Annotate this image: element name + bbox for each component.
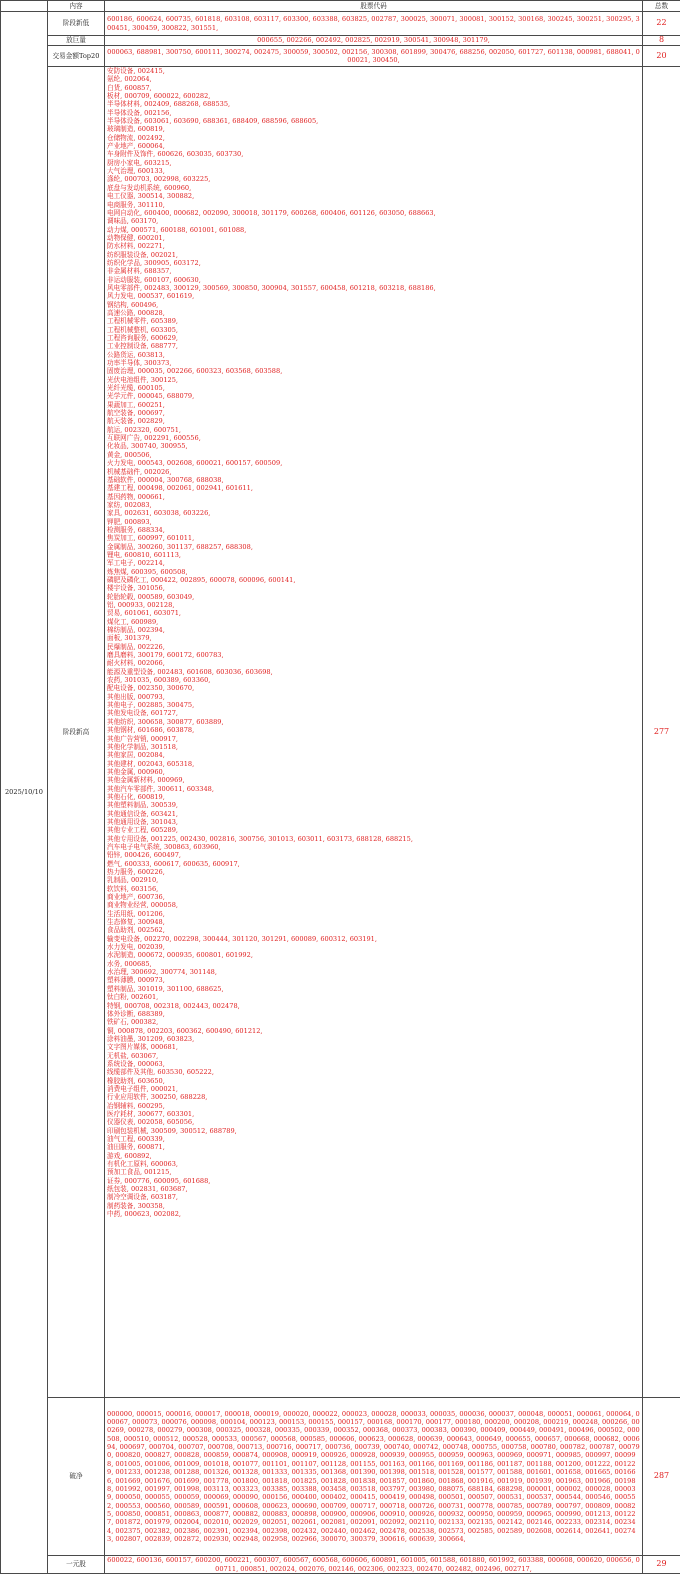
sector-line: 能源及重型设备, 002483, 601608, 603036, 603698, [107,668,640,676]
sector-line: 油气工程, 600339, [107,1135,640,1143]
sector-line: 煤化工, 600989, [107,618,640,626]
sector-line: 面板, 301379, [107,634,640,642]
row-total: 20 [643,46,680,67]
sector-line: 非金属材料, 688357, [107,267,640,275]
sector-line: 其他通用设备, 301043, [107,818,640,826]
row-label: 破净 [48,1398,105,1556]
sector-line: 工程咨询服务, 600629, [107,334,640,342]
sector-line: 生活用纸, 001206, [107,910,640,918]
sector-line: 系统设备, 000063, [107,1060,640,1068]
sector-line: 航天装备, 002829, [107,417,640,425]
sector-line: 火力发电, 000543, 002608, 600021, 600157, 600509, [107,459,640,467]
sector-list [105,67,643,1398]
sector-line: 软饮料, 603156, [107,885,640,893]
stock-codes: 600022, 600136, 600157, 600200, 600221, 600307, 600567, 600568, 600606, 600891, 601005, 601588, 601880, 601992, 603388, 000608, 000620, 000656, 000711, 000851, 002024, 002076, 002146, 002306, 002323, 002470, 002482, 002496, 002717, [105,1556,643,1574]
sector-line: 轮胎轮毂, 000589, 603049, [107,593,640,601]
sector-line: 半导体材料, 002409, 688268, 688535, [107,100,640,108]
sector-line: 固废治理, 000035, 002266, 600323, 603568, 603588, [107,367,640,375]
sector-line: 商业物业经营, 000058, [107,901,640,909]
sector-line: 其他纺织, 300658, 300877, 603889, [107,718,640,726]
sector-line: 工业控制设备, 688777, [107,342,640,350]
table-row [1,1556,680,1574]
sector-line: 厨房小家电, 603215, [107,159,640,167]
sector-line: 其他专业工程, 605289, [107,826,640,834]
sector-line: 玻璃制造, 600819, [107,125,640,133]
sector-line: 医疗耗材, 300677, 603301, [107,1110,640,1118]
sector-line: 水泥制造, 000672, 000935, 600801, 601992, [107,951,640,959]
sector-line: 非运动服装, 600107, 600630, [107,276,640,284]
sector-line: 功率半导体, 300373, [107,359,640,367]
sector-line: 油田服务, 600871, [107,1143,640,1151]
sector-line: 黄金, 000506, [107,451,640,459]
sector-line: 钾肥, 000893, [107,518,640,526]
sector-line: 特钢, 000708, 002318, 002443, 002478, [107,1002,640,1010]
sector-line: 铅锌, 000426, 600497, [107,851,640,859]
stock-codes: 000655, 002266, 002492, 002825, 002919, 300541, 300948, 301179, [105,36,643,46]
sector-line: 氨纶, 002064, [107,75,640,83]
sector-line: 风电零部件, 002483, 300129, 300569, 300850, 300904, 301557, 600458, 601218, 603218, 688186, [107,284,640,292]
sector-line: 商业地产, 600736, [107,893,640,901]
sector-line: 其他钢材, 601686, 603878, [107,726,640,734]
row-label: 交易金额Top20 [48,46,105,67]
sector-line: 家纺, 002083, [107,501,640,509]
sector-line: 其他家居, 002084, [107,751,640,759]
sector-lines [107,67,640,1397]
sector-line: 其他金属新材料, 000969, [107,776,640,784]
sector-line: 金属制品, 300260, 301137, 688257, 688308, [107,543,640,551]
sector-line: 机械基础件, 002026, [107,468,640,476]
sector-line: 安防设备, 002415, [107,67,640,75]
sector-line: 基础软件, 000004, 300768, 688038, [107,476,640,484]
sector-line: 文字图片媒体, 000681, [107,1043,640,1051]
sector-line: 食品助剂, 002562, [107,926,640,934]
sector-line: 其他发电设备, 601727, [107,709,640,717]
sector-line: 仓储物流, 002492, [107,134,640,142]
sector-line: 铁矿石, 000382, [107,1018,640,1026]
sector-line: 半导体设备, 002156, [107,109,640,117]
table-row [1,67,680,1398]
sector-line: 铜, 000878, 002203, 600362, 600490, 601212, [107,1027,640,1035]
sector-line: 汽车电子电气系统, 300863, 603960, [107,843,640,851]
sector-line: 农药, 301035, 600389, 603360, [107,676,640,684]
sector-line: 风力发电, 000537, 601619, [107,292,640,300]
header-content: 内容 [48,1,105,12]
sector-line: 电网自动化, 600400, 000682, 002090, 300018, 301179, 600268, 600406, 601126, 603050, 688663, [107,209,640,217]
sector-line: 其他专用设备, 001225, 002430, 002816, 300756, 301013, 603011, 603173, 688128, 688215, [107,835,640,843]
sector-line: 水务, 000685, [107,960,640,968]
sector-line: 乳制品, 002910, [107,876,640,884]
sector-line: 炼焦煤, 600395, 600508, [107,568,640,576]
header-date-column [1,1,48,12]
sector-line: 焦炭加工, 600997, 601011, [107,534,640,542]
sector-line: 钢结构, 600496, [107,301,640,309]
sector-line: 其他电子, 002885, 300475, [107,701,640,709]
sector-line: 公路货运, 603813, [107,351,640,359]
sector-line: 冶钢辅料, 600295, [107,1102,640,1110]
sector-line: 制冷空调设备, 603187, [107,1193,640,1201]
sector-line: 铝, 000933, 002128, [107,601,640,609]
sector-line: 其他汽车零部件, 300611, 603348, [107,785,640,793]
sector-line: 动力煤, 000571, 600188, 601001, 601088, [107,226,640,234]
sector-line: 航空装备, 000697, [107,409,640,417]
sector-line: 配电设备, 002350, 300670, [107,684,640,692]
sector-line: 输变电设备, 002270, 002298, 300444, 301120, 301291, 600089, 600312, 603191, [107,935,640,943]
table-row [1,12,680,36]
sector-line: 光伏电池组件, 300125, [107,376,640,384]
sector-line: 水治理, 300692, 300774, 301148, [107,968,640,976]
sector-line: 行业应用软件, 300250, 688228, [107,1093,640,1101]
sector-line: 钛白粉, 002601, [107,993,640,1001]
table-row [1,36,680,46]
sector-line: 中药, 000623, 002082, [107,1210,640,1218]
sector-line: 热力服务, 600226, [107,868,640,876]
sector-line: 高速公路, 000828, [107,309,640,317]
sector-line: 其他化学制品, 301518, [107,743,640,751]
sector-line: 棉纺制品, 002394, [107,626,640,634]
sector-line: 生态修复, 300948, [107,918,640,926]
sector-line: 有机化工原料, 600063, [107,1160,640,1168]
sector-line: 检测服务, 688334, [107,526,640,534]
stock-codes: 000000, 000015, 000016, 000017, 000018, 000019, 000020, 000022, 000023, 000028, 000033, 000035, 000036, 000037, 000048, 000051, 000061, 000064, 000067, 000073, 000076, 000098, 000104, 000123, 000153, 000155, 000157, 000168, 000170, 000177, 000180, 000200, 000208, 000219, 000248, 000266, 000269, 000278, 000279, 000308, 000325, 000328, 000335, 000339, 000352, 000368, 000373, 000383, 000390, 000409, 000449, 000491, 000496, 000502, 000508, 000510, 000512, 000528, 000533, 000567, 000568, 000585, 000606, 000623, 000628, 000639, 000643, 000649, 000655, 000657, 000668, 000682, 000694, 000697, 000704, 000707, 000708, 000713, 000716, 000717, 000736, 000739, 000740, 000742, 000748, 000755, 000758, 000780, 000782, 000787, 000790, 000820, 000827, 000828, 000859, 000874, 000908, 000919, 000926, 000928, 000939, 000955, 000959, 000963, 000969, 000971, 000985, 000997, 000998, 001005, 001006, 001009, 001018, 001077, 001101, 001107, 001128, 001155, 001163, 001166, 001169, 001186, 001187, 001188, 001200, 001222, 001229, 001233, 001238, 001288, 001326, 001328, 001333, 001335, 001368, 001390, 001398, 001518, 001528, 001577, 001588, 001601, 001658, 001665, 001666, 001669, 001676, 001699, 001778, 001800, 001818, 001825, 001828, 001838, 001857, 001860, 001868, 001916, 001919, 001939, 001963, 001966, 001988, 001992, 001997, 001998, 003113, 003323, 003385, 003388, 003458, 003518, 003797, 003980, 088075, 688184, 688298, 000001, 000002, 000028, 000039, 000050, 000055, 000059, 000069, 000090, 000156, 000400, 000402, 000415, 000419, 000498, 000501, 000507, 000531, 000537, 000544, 000546, 000552, 000553, 000560, 000589, 000591, 000608, 000623, 000690, 000709, 000717, 000718, 000726, 000731, 000778, 000785, 000789, 000797, 000809, 000825, 000850, 000851, 000863, 000877, 000882, 000883, 000898, 000900, 000906, 000910, 000926, 000932, 000950, 000959, 000965, 000990, 001213, 001227, 001872, 001979, 002004, 002010, 002029, 002051, 002061, 002081, 002091, 002092, 002110, 002133, 002135, 002142, 002146, 002233, 002314, 002344, 002375, 002382, 002386, 002391, 002394, 002398, 002432, 002440, 002462, 002478, 002538, 002573, 002585, 002589, 002608, 002614, 002641, 002743, 002807, 002839, 002872, 002930, 002948, 002958, 002966, 300070, 300379, 300616, 600639, 300664, [105,1398,643,1556]
sector-line: 其他通信设备, 603421, [107,810,640,818]
sector-line: 半导体设备, 603061, 603690, 688361, 688409, 688596, 688605, [107,117,640,125]
sector-line: 制药装备, 300358, [107,1202,640,1210]
sector-line: 基建工程, 000498, 002061, 002941, 601611, [107,484,640,492]
stock-codes: 000063, 688981, 300750, 600111, 300274, 002475, 300059, 300502, 002156, 300308, 601899, 300476, 688256, 002050, 601727, 601138, 000981, 688041, 000021, 300450, [105,46,643,67]
row-total: 287 [643,1398,680,1556]
sector-line: 塑料薄膜, 000973, [107,976,640,984]
sector-line: 电工仪器, 300514, 300882, [107,192,640,200]
sector-line: 底盘与发动机系统, 600960, [107,184,640,192]
sector-line: 锂电, 600810, 601113, [107,551,640,559]
sector-line: 涂料油墨, 301209, 603823, [107,1035,640,1043]
sector-line: 水力发电, 002039, [107,943,640,951]
sector-line: 线缆部件及其他, 603530, 605222, [107,1068,640,1076]
sector-line: 燃气, 600333, 600617, 600635, 600917, [107,860,640,868]
sector-line: 磨具磨料, 300179, 600172, 600783, [107,651,640,659]
sector-line: 涤纶, 000703, 002998, 603225, [107,175,640,183]
sector-line: 基因药物, 000661, [107,493,640,501]
sector-line: 无机盐, 603067, [107,1052,640,1060]
sector-line: 耐火材料, 002066, [107,659,640,667]
sector-line: 民爆制品, 002226, [107,643,640,651]
header-codes: 股票代码 [105,1,643,12]
sector-line: 其他塑料制品, 300539, [107,801,640,809]
header-row [1,1,680,12]
sector-line: 军工电子, 002214, [107,559,640,567]
sector-line: 体外诊断, 688389, [107,1010,640,1018]
row-label: 一元股 [48,1556,105,1574]
sector-line: 仪器仪表, 002058, 605056, [107,1118,640,1126]
sector-line: 纺织化学品, 300905, 603172, [107,259,640,267]
sector-line: 橡胶助剂, 603650, [107,1077,640,1085]
sector-line: 家具, 002631, 603038, 603226, [107,509,640,517]
sector-line: 其他建材, 002043, 605318, [107,760,640,768]
sector-line: 互联网广告, 002291, 600556, [107,434,640,442]
sector-line: 贸易, 601061, 603071, [107,609,640,617]
sector-line: 其他广告营销, 000917, [107,735,640,743]
sector-line: 其他金属, 000960, [107,768,640,776]
date-cell: 2025/10/10 [1,12,48,1574]
row-total: 29 [643,1556,680,1574]
sector-line: 大气治理, 600133, [107,167,640,175]
sector-line: 纸包装, 002831, 603687, [107,1185,640,1193]
sector-line: 果蔬加工, 600251, [107,401,640,409]
sector-line: 工程机械整机, 603305, [107,326,640,334]
sector-line: 航运, 002320, 600751, [107,426,640,434]
sector-line: 其他出版, 000793, [107,693,640,701]
sector-line: 印刷包装机械, 300509, 300512, 688789, [107,1127,640,1135]
sector-line: 防水材料, 002271, [107,242,640,250]
table-row [1,46,680,67]
sector-line: 产业地产, 600064, [107,142,640,150]
sector-line: 其他石化, 600819, [107,793,640,801]
header-total: 总数 [643,1,680,12]
sector-line: 预加工食品, 001215, [107,1168,640,1176]
table-row [1,1398,680,1556]
sector-line: 化妆品, 300740, 300955, [107,442,640,450]
row-total: 22 [643,12,680,36]
sector-line: 白货, 600857, [107,84,640,92]
row-label: 放巨量 [48,36,105,46]
row-total: 8 [643,36,680,46]
row-label: 阶段新低 [48,12,105,36]
sector-line: 磷肥及磷化工, 000422, 002895, 600078, 600096, 600141, [107,576,640,584]
sector-line: 楼宇设备, 301056, [107,584,640,592]
sector-line: 板材, 000709, 600022, 600282, [107,92,640,100]
sector-line: 光纤光缆, 600105, [107,384,640,392]
sector-line: 消费电子组件, 000021, [107,1085,640,1093]
sector-line: 证券, 000776, 600095, 601688, [107,1177,640,1185]
sector-line: 纺织服装设备, 002021, [107,251,640,259]
sector-line: 工程机械零件, 605389, [107,317,640,325]
row-label: 阶段新高 [48,67,105,1398]
stock-codes: 600186, 600624, 600735, 601818, 603108, 603117, 603300, 603388, 603825, 002787, 300025, 300071, 300081, 300152, 300168, 300245, 300251, 300295, 300451, 300459, 300822, 301551, [105,12,643,36]
sector-line: 游戏, 600892, [107,1152,640,1160]
sector-line: 调味品, 603170, [107,217,640,225]
sector-line: 电商服务, 301110, [107,201,640,209]
sector-line: 动物保健, 600201, [107,234,640,242]
sector-line: 塑料制品, 301019, 301100, 688625, [107,985,640,993]
sector-line: 车身附件及饰件, 600626, 603035, 603730, [107,150,640,158]
sector-line: 光学元件, 000045, 688079, [107,392,640,400]
row-total: 277 [643,67,680,1398]
